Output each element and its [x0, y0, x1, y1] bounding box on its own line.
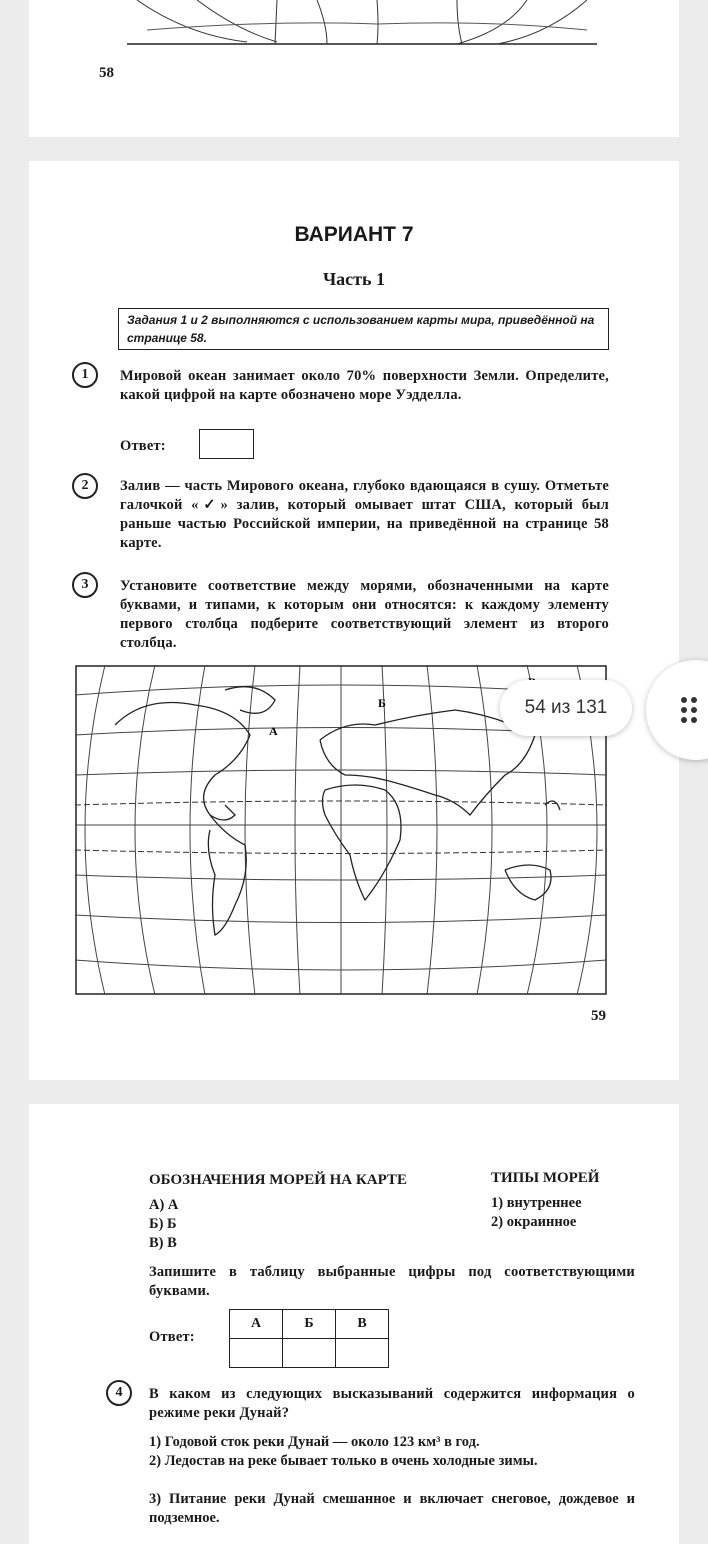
question-4-number: 4 [106, 1380, 132, 1406]
question-1-number: 1 [72, 362, 98, 388]
grid-dots-icon [680, 696, 704, 726]
question-3-text: Установите соответствие между морями, обозначенными на карте буквами, и типами, к которым они относятся: к каждому элементу первого столбца подберите соответствующий элемент из второго столбца. [120, 578, 609, 651]
page-59 [29, 161, 679, 1080]
right-column-header: ТИПЫ МОРЕЙ [491, 1170, 600, 1186]
page-number: 58 [99, 65, 114, 81]
question-4-text: В каком из следующих высказываний содержится информация о режиме реки Дунай? [149, 1386, 635, 1421]
table-header-a: А [230, 1310, 283, 1339]
question-2-text: Залив — часть Мирового океана, глубоко вдающаяся в сушу. Отметьте галочкой «✓» залив, который омывает штат США, который был раньше частью Российской империи, на приведённой на странице 58 карте. [120, 478, 609, 551]
part-title: Часть 1 [322, 269, 386, 289]
table-header-b: Б [283, 1310, 336, 1339]
answer-cell-a[interactable] [230, 1339, 283, 1368]
question-3-number: 3 [72, 572, 98, 598]
page-number: 59 [591, 1008, 606, 1024]
instruction-note: Задания 1 и 2 выполняются с использованием карты мира, приведённой на странице 58. [118, 308, 609, 350]
left-item: В) В [149, 1235, 177, 1251]
option-3: 3) Питание реки Дунай смешанное и включает снеговое, дождевое и подземное. [149, 1491, 635, 1526]
question-2-number: 2 [72, 473, 98, 499]
map-label-b: Б [378, 696, 386, 710]
right-item: 2) окраинное [491, 1214, 577, 1230]
left-item: Б) Б [149, 1216, 177, 1232]
page-60 [29, 1104, 679, 1544]
answer-label: Ответ: [149, 1329, 195, 1345]
left-item: А) А [149, 1197, 179, 1213]
answer-cell-v[interactable] [336, 1339, 389, 1368]
option-1: 1) Годовой сток реки Дунай — около 123 км³ в год. [149, 1434, 480, 1450]
answer-table [229, 1309, 389, 1368]
map-label-a: А [269, 724, 278, 738]
table-instruction: Запишите в таблицу выбранные цифры под соответствующими буквами. [149, 1264, 635, 1299]
answer-cell-b[interactable] [283, 1339, 336, 1368]
map-fragment [127, 0, 597, 48]
option-2: 2) Ледостав на реке бывает только в очень холодные зимы. [149, 1453, 538, 1469]
right-item: 1) внутреннее [491, 1195, 582, 1211]
variant-title: ВАРИАНТ 7 [294, 223, 414, 246]
page-58 [29, 0, 679, 137]
answer-box[interactable] [199, 429, 254, 459]
question-1-text: Мировой океан занимает около 70% поверхности Земли. Определите, какой цифрой на карте обозначено море Уэдделла. [120, 368, 609, 403]
left-column-header: ОБОЗНАЧЕНИЯ МОРЕЙ НА КАРТЕ [149, 1172, 407, 1188]
page-indicator[interactable]: 54 из 131 [500, 680, 632, 736]
table-header-v: В [336, 1310, 389, 1339]
answer-label: Ответ: [120, 438, 166, 454]
